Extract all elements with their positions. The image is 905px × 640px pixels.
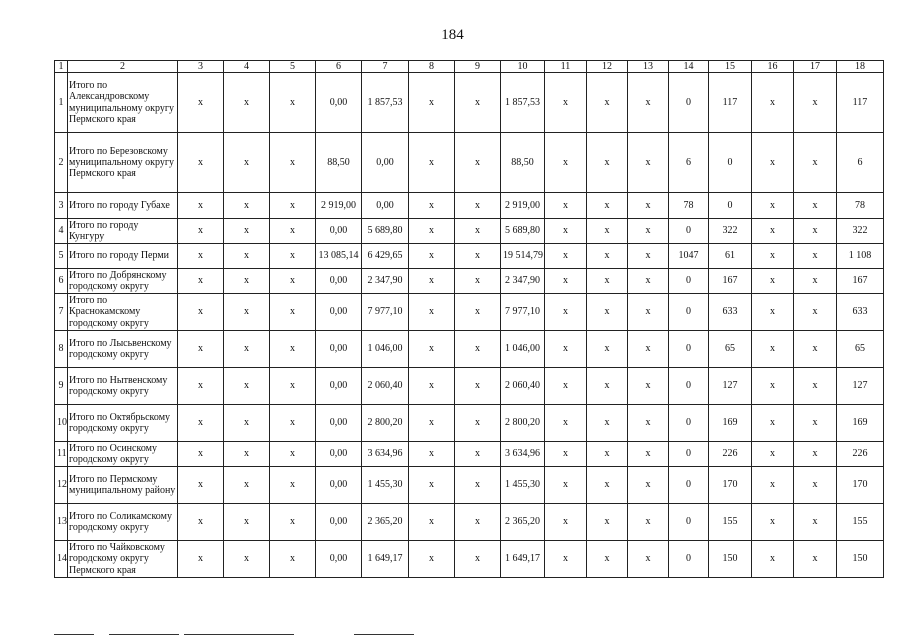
value-cell: 322 [709,219,752,244]
value-cell: 0,00 [316,219,362,244]
value-cell: x [455,294,501,331]
column-header: 14 [669,61,709,73]
value-cell: x [628,405,669,442]
value-cell: x [455,269,501,294]
value-cell: x [628,541,669,578]
column-header: 8 [409,61,455,73]
value-cell: x [794,368,837,405]
value-cell: x [178,73,224,133]
value-cell: 127 [837,368,884,405]
value-cell: 117 [837,73,884,133]
value-cell: x [409,269,455,294]
row-number-cell: 13 [55,504,68,541]
value-cell: x [455,193,501,219]
value-cell: x [409,504,455,541]
value-cell: 3 634,96 [362,442,409,467]
row-number-cell: 6 [55,269,68,294]
value-cell: x [628,219,669,244]
territory-name-cell: Итого по Лысьвенскому городскому округу [68,331,178,368]
value-cell: 0 [669,467,709,504]
column-header: 12 [587,61,628,73]
value-cell: 13 085,14 [316,244,362,269]
value-cell: 2 365,20 [501,504,545,541]
value-cell: x [455,73,501,133]
value-cell: 1047 [669,244,709,269]
territory-name-cell: Итого по Краснокамскому городскому округу [68,294,178,331]
value-cell: x [628,331,669,368]
value-cell: x [270,219,316,244]
value-cell: 0,00 [316,405,362,442]
value-cell: 1 046,00 [362,331,409,368]
table-row [55,244,884,269]
value-cell: x [752,331,794,368]
value-cell: x [409,133,455,193]
table-row [55,467,884,504]
value-cell: x [794,504,837,541]
value-cell: 1 455,30 [501,467,545,504]
value-cell: x [178,405,224,442]
value-cell: 78 [669,193,709,219]
value-cell: x [270,73,316,133]
table-row [55,442,884,467]
value-cell: 1 857,53 [501,73,545,133]
value-cell: x [224,368,270,405]
value-cell: 65 [837,331,884,368]
table-row [55,73,884,133]
value-cell: x [545,244,587,269]
value-cell: 0,00 [316,504,362,541]
table-row [55,405,884,442]
value-cell: x [587,73,628,133]
value-cell: x [224,504,270,541]
value-cell: 170 [837,467,884,504]
territory-name-cell: Итого по городу Кунгуру [68,219,178,244]
value-cell: 167 [709,269,752,294]
value-cell: x [455,504,501,541]
value-cell: 2 919,00 [316,193,362,219]
value-cell: x [224,269,270,294]
row-number-cell: 7 [55,294,68,331]
value-cell: 88,50 [316,133,362,193]
value-cell: 0,00 [362,193,409,219]
value-cell: 6 429,65 [362,244,409,269]
table-row [55,331,884,368]
territory-name-cell: Итого по Добрянскому городскому округу [68,269,178,294]
report-table [54,60,884,578]
value-cell: x [545,269,587,294]
value-cell: 170 [709,467,752,504]
value-cell: 633 [709,294,752,331]
value-cell: x [270,244,316,269]
value-cell: 5 689,80 [501,219,545,244]
value-cell: x [587,193,628,219]
value-cell: x [178,294,224,331]
value-cell: 2 919,00 [501,193,545,219]
value-cell: 78 [837,193,884,219]
value-cell: x [178,467,224,504]
value-cell: 155 [709,504,752,541]
territory-name-cell: Итого по Осинскому городскому округу [68,442,178,467]
value-cell: 0,00 [316,269,362,294]
value-cell: x [455,331,501,368]
territory-name-cell: Итого по городу Губахе [68,193,178,219]
territory-name-cell: Итого по Александровскому муниципальному округу Пермского края [68,73,178,133]
value-cell: x [794,73,837,133]
value-cell: 88,50 [501,133,545,193]
column-header: 10 [501,61,545,73]
value-cell: x [628,442,669,467]
value-cell: x [752,541,794,578]
value-cell: x [545,442,587,467]
value-cell: x [178,244,224,269]
value-cell: 6 [669,133,709,193]
row-number-cell: 2 [55,133,68,193]
value-cell: x [545,541,587,578]
value-cell: x [409,442,455,467]
value-cell: x [224,442,270,467]
value-cell: x [178,133,224,193]
value-cell: x [628,294,669,331]
value-cell: x [587,467,628,504]
value-cell: x [545,405,587,442]
territory-name-cell: Итого по Соликамскому городскому округу [68,504,178,541]
value-cell: 0,00 [362,133,409,193]
value-cell: x [794,219,837,244]
row-number-cell: 1 [55,73,68,133]
value-cell: 2 060,40 [501,368,545,405]
column-header: 6 [316,61,362,73]
value-cell: x [178,504,224,541]
value-cell: x [752,244,794,269]
value-cell: x [752,269,794,294]
value-cell: x [587,405,628,442]
value-cell: x [270,331,316,368]
value-cell: x [545,504,587,541]
value-cell: x [409,73,455,133]
territory-name-cell: Итого по Пермскому муниципальному району [68,467,178,504]
value-cell: x [545,73,587,133]
value-cell: 150 [709,541,752,578]
value-cell: x [224,73,270,133]
table-row [55,219,884,244]
value-cell: x [752,467,794,504]
value-cell: x [752,193,794,219]
value-cell: 0 [709,193,752,219]
value-cell: x [224,133,270,193]
value-cell: x [409,467,455,504]
value-cell: x [270,368,316,405]
value-cell: x [545,467,587,504]
value-cell: x [794,294,837,331]
value-cell: x [794,269,837,294]
value-cell: 0 [669,442,709,467]
column-header: 15 [709,61,752,73]
value-cell: x [224,193,270,219]
column-header: 1 [55,61,68,73]
value-cell: 0 [669,294,709,331]
value-cell: 61 [709,244,752,269]
value-cell: x [628,133,669,193]
value-cell: x [628,193,669,219]
value-cell: 155 [837,504,884,541]
territory-name-cell: Итого по Октябрьскому городскому округу [68,405,178,442]
value-cell: x [545,294,587,331]
value-cell: 127 [709,368,752,405]
value-cell: x [587,219,628,244]
value-cell: x [455,541,501,578]
value-cell: x [587,368,628,405]
value-cell: x [752,504,794,541]
value-cell: 0 [669,405,709,442]
row-number-cell: 11 [55,442,68,467]
value-cell: 0,00 [316,541,362,578]
value-cell: x [270,504,316,541]
value-cell: 1 857,53 [362,73,409,133]
value-cell: 322 [837,219,884,244]
value-cell: 3 634,96 [501,442,545,467]
value-cell: 117 [709,73,752,133]
value-cell: x [270,405,316,442]
territory-name-cell: Итого по Березовскому муниципальному округу Пермского края [68,133,178,193]
value-cell: x [587,504,628,541]
value-cell: x [752,133,794,193]
value-cell: 0,00 [316,467,362,504]
value-cell: 0,00 [316,294,362,331]
value-cell: x [224,294,270,331]
value-cell: x [628,467,669,504]
value-cell: 2 060,40 [362,368,409,405]
row-number-cell: 14 [55,541,68,578]
value-cell: x [224,219,270,244]
value-cell: 6 [837,133,884,193]
value-cell: 0,00 [316,331,362,368]
value-cell: 169 [837,405,884,442]
value-cell: x [587,133,628,193]
value-cell: x [270,467,316,504]
value-cell: x [224,244,270,269]
value-cell: 226 [709,442,752,467]
value-cell: x [752,73,794,133]
page-number: 184 [441,27,464,43]
territory-name-cell: Итого по городу Перми [68,244,178,269]
value-cell: 0 [669,269,709,294]
value-cell: 65 [709,331,752,368]
value-cell: 0,00 [316,368,362,405]
value-cell: x [270,269,316,294]
table-row [55,504,884,541]
value-cell: x [224,467,270,504]
column-header: 9 [455,61,501,73]
value-cell: x [752,405,794,442]
value-cell: x [545,133,587,193]
value-cell: x [628,368,669,405]
value-cell: 0,00 [316,73,362,133]
value-cell: x [455,405,501,442]
value-cell: x [178,442,224,467]
value-cell: x [752,294,794,331]
value-cell: x [409,368,455,405]
table-row [55,193,884,219]
value-cell: 0 [669,504,709,541]
value-cell: x [794,331,837,368]
value-cell: x [628,73,669,133]
value-cell: x [752,219,794,244]
column-header: 2 [68,61,178,73]
column-header: 13 [628,61,669,73]
value-cell: 2 347,90 [362,269,409,294]
value-cell: x [409,541,455,578]
value-cell: x [794,193,837,219]
value-cell: x [409,331,455,368]
column-header: 4 [224,61,270,73]
value-cell: x [178,368,224,405]
value-cell: 1 649,17 [501,541,545,578]
value-cell: x [455,244,501,269]
table-row [55,133,884,193]
value-cell: x [794,541,837,578]
value-cell: x [224,405,270,442]
value-cell: x [545,219,587,244]
table-row [55,269,884,294]
row-number-cell: 4 [55,219,68,244]
table-row [55,294,884,331]
value-cell: x [628,244,669,269]
value-cell: 1 046,00 [501,331,545,368]
value-cell: x [178,193,224,219]
value-cell: 0,00 [316,442,362,467]
value-cell: 2 347,90 [501,269,545,294]
value-cell: x [409,244,455,269]
value-cell: 1 649,17 [362,541,409,578]
value-cell: 0 [669,541,709,578]
value-cell: x [409,193,455,219]
value-cell: x [628,269,669,294]
value-cell: x [794,442,837,467]
value-cell: 0 [669,331,709,368]
value-cell: 5 689,80 [362,219,409,244]
value-cell: 150 [837,541,884,578]
value-cell: x [545,368,587,405]
value-cell: 1 455,30 [362,467,409,504]
value-cell: x [224,331,270,368]
value-cell: 7 977,10 [501,294,545,331]
value-cell: x [587,331,628,368]
table-row [55,541,884,578]
value-cell: x [587,541,628,578]
row-number-cell: 9 [55,368,68,405]
value-cell: 2 365,20 [362,504,409,541]
column-header: 5 [270,61,316,73]
row-number-cell: 10 [55,405,68,442]
value-cell: 226 [837,442,884,467]
value-cell: 19 514,79 [501,244,545,269]
value-cell: 0 [669,368,709,405]
value-cell: 1 108 [837,244,884,269]
value-cell: x [270,133,316,193]
value-cell: x [178,331,224,368]
value-cell: x [409,219,455,244]
table-row [55,368,884,405]
value-cell: 167 [837,269,884,294]
value-cell: x [178,541,224,578]
value-cell: 0 [669,73,709,133]
value-cell: 0 [669,219,709,244]
value-cell: x [752,368,794,405]
value-cell: x [455,368,501,405]
row-number-cell: 3 [55,193,68,219]
column-header: 7 [362,61,409,73]
column-header: 17 [794,61,837,73]
value-cell: x [587,442,628,467]
value-cell: 633 [837,294,884,331]
value-cell: 7 977,10 [362,294,409,331]
value-cell: 2 800,20 [362,405,409,442]
value-cell: 169 [709,405,752,442]
value-cell: x [455,467,501,504]
value-cell: x [409,405,455,442]
value-cell: x [794,405,837,442]
value-cell: x [545,193,587,219]
value-cell: x [587,294,628,331]
bottom-edge-marks [54,634,883,636]
value-cell: 2 800,20 [501,405,545,442]
column-header: 16 [752,61,794,73]
value-cell: x [587,269,628,294]
value-cell: x [455,133,501,193]
territory-name-cell: Итого по Нытвенскому городскому округу [68,368,178,405]
value-cell: x [224,541,270,578]
column-number-row [55,61,884,73]
value-cell: x [628,504,669,541]
value-cell: x [455,442,501,467]
value-cell: x [178,269,224,294]
value-cell: x [270,294,316,331]
row-number-cell: 8 [55,331,68,368]
value-cell: x [794,467,837,504]
value-cell: x [752,442,794,467]
value-cell: x [794,133,837,193]
value-cell: x [270,442,316,467]
row-number-cell: 12 [55,467,68,504]
column-header: 3 [178,61,224,73]
column-header: 18 [837,61,884,73]
value-cell: 0 [709,133,752,193]
value-cell: x [409,294,455,331]
value-cell: x [794,244,837,269]
value-cell: x [270,541,316,578]
value-cell: x [178,219,224,244]
column-header: 11 [545,61,587,73]
value-cell: x [270,193,316,219]
row-number-cell: 5 [55,244,68,269]
territory-name-cell: Итого по Чайковскому городскому округу Пермского края [68,541,178,578]
value-cell: x [587,244,628,269]
report-body [55,73,884,578]
value-cell: x [455,219,501,244]
value-cell: x [545,331,587,368]
